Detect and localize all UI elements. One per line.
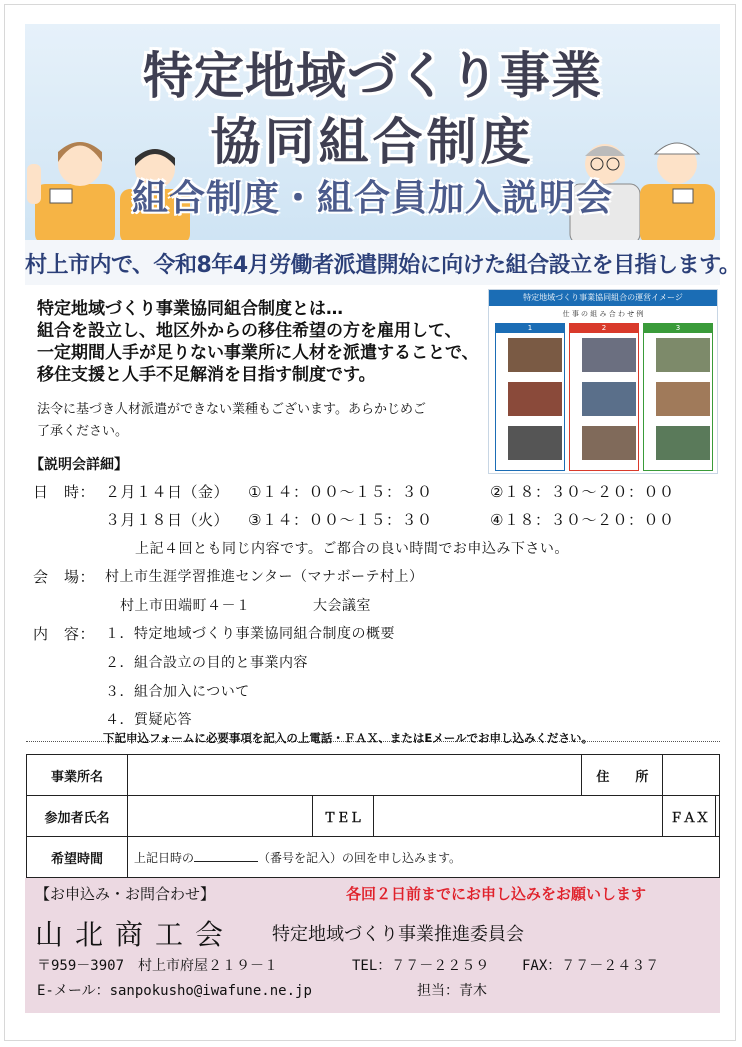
work-photo — [508, 338, 562, 372]
operation-image-figure — [488, 289, 718, 474]
fax-label: ＦＡＸ — [663, 796, 716, 837]
intro-line: 特定地域づくり事業協同組合制度とは… — [37, 299, 343, 319]
content-label: 内 容： — [33, 625, 96, 643]
figure-title: 特定地域づくり事業協同組合の運営イメージ — [489, 290, 717, 306]
time-field[interactable] — [128, 837, 720, 878]
same-content-note: 上記４回とも同じ内容です。ご都合の良い時間でお申込み下さい。 — [135, 541, 569, 557]
figure-column-1 — [495, 323, 565, 471]
slot-2: ②１８：３０～２０：００ — [490, 483, 675, 501]
intro-line: 一定期間人手が足りない事業所に人材を派遣することで、 — [37, 343, 479, 363]
intro-line: 移住支援と人手不足解消を目指す制度です。 — [37, 365, 376, 385]
contact-email-line — [37, 980, 487, 1000]
tel-field[interactable] — [374, 796, 663, 837]
content-item-2: ２．組合設立の目的と事業内容 — [105, 655, 308, 671]
slot-4: ④１８：３０～２０：００ — [490, 511, 675, 529]
business-name-field[interactable] — [128, 755, 582, 796]
subtitle-bar — [25, 240, 741, 285]
figure-column-2 — [569, 323, 639, 471]
work-photo — [508, 426, 562, 460]
intro-note — [37, 399, 487, 443]
work-photo — [582, 426, 636, 460]
section-title: 【説明会詳細】 — [30, 457, 128, 473]
note-line: 了承ください。 — [37, 424, 129, 439]
time-text-after: （番号を記入）の回を申し込みます。 — [258, 850, 462, 865]
fax-field[interactable] — [716, 796, 720, 837]
intro-text — [37, 298, 487, 386]
date-1: ２月１４日（金） — [105, 483, 230, 501]
work-photo — [656, 338, 710, 372]
work-photo — [656, 382, 710, 416]
main-title-line2: 協同組合制度 — [210, 113, 535, 171]
column-number: 2 — [570, 324, 638, 333]
date-label: 日 時： — [33, 483, 96, 501]
figure-column-3 — [643, 323, 713, 471]
contact-box — [25, 878, 720, 1013]
work-photo — [508, 382, 562, 416]
time-text-before: 上記日時の — [134, 850, 195, 865]
content-item-3: ３．組合加入について — [105, 684, 250, 700]
venue-label: 会 場： — [33, 568, 96, 586]
work-photo — [656, 426, 710, 460]
application-form — [26, 754, 720, 878]
time-label: 希望時間 — [27, 837, 128, 878]
column-number: 1 — [496, 324, 564, 333]
participant-name-field[interactable] — [128, 796, 313, 837]
main-title-line3: 組合制度・組合員加入説明会 — [131, 178, 613, 219]
address-label: 住 所 — [582, 755, 663, 796]
date-2: ３月１８日（火） — [105, 511, 230, 529]
subtitle: 村上市内で、令和8年4月労働者派遣開始に向けた組合設立を目指します。 — [25, 253, 741, 278]
header-banner — [25, 24, 720, 240]
committee-name: 特定地域づくり事業推進委員会 — [272, 924, 524, 945]
venue-room: 大会議室 — [313, 598, 371, 614]
organization-name: 山北商工会 — [35, 918, 236, 951]
participant-label: 参加者氏名 — [27, 796, 128, 837]
work-photo — [582, 338, 636, 372]
intro-line: 組合を設立し、地区外からの移住希望の方を雇用して、 — [37, 321, 462, 341]
contact-address-line — [37, 955, 660, 975]
main-title-line1: 特定地域づくり事業 — [143, 47, 602, 105]
content-item-4: ４．質疑応答 — [105, 712, 192, 728]
work-photo — [582, 382, 636, 416]
form-instruction: 下記申込フォームに必要事項を記入の上電話・ＦＡＸ、またはEメールでお申し込みください。 — [103, 731, 594, 745]
contact-person: 担当：青木 — [417, 983, 487, 999]
contact-heading: 【お申込み・お問合わせ】 — [35, 885, 216, 903]
number-blank[interactable] — [194, 861, 258, 862]
address-field[interactable] — [663, 755, 720, 796]
slot-1: ①１４：００～１５：３０ — [248, 483, 433, 501]
note-line: 法令に基づき人材派遣ができない業種もございます。あらかじめご — [37, 402, 426, 417]
column-number: 3 — [644, 324, 712, 333]
postal-address: 〒959－3907 村上市府屋２１９－１ — [37, 958, 279, 974]
venue-address: 村上市田端町４－１ — [120, 598, 251, 614]
business-label: 事業所名 — [27, 755, 128, 796]
content-item-1: １．特定地域づくり事業協同組合制度の概要 — [105, 626, 395, 642]
fax-number: FAX：７７－２４３７ — [522, 958, 660, 974]
slot-3: ③１４：００～１５：３０ — [248, 511, 433, 529]
figure-subtitle: 仕 事 の 組 み 合 わ せ 例 — [562, 310, 644, 318]
tel-label: ＴＥＬ — [313, 796, 374, 837]
tel-number: TEL：７７－２２５９ — [352, 958, 490, 974]
venue-name: 村上市生涯学習推進センター（マナボーテ村上） — [105, 569, 424, 585]
email-address[interactable]: E-メール：sanpokusho@iwafune.ne.jp — [37, 983, 312, 999]
deadline-notice: 各回２日前までにお申し込みをお願いします — [346, 885, 647, 903]
